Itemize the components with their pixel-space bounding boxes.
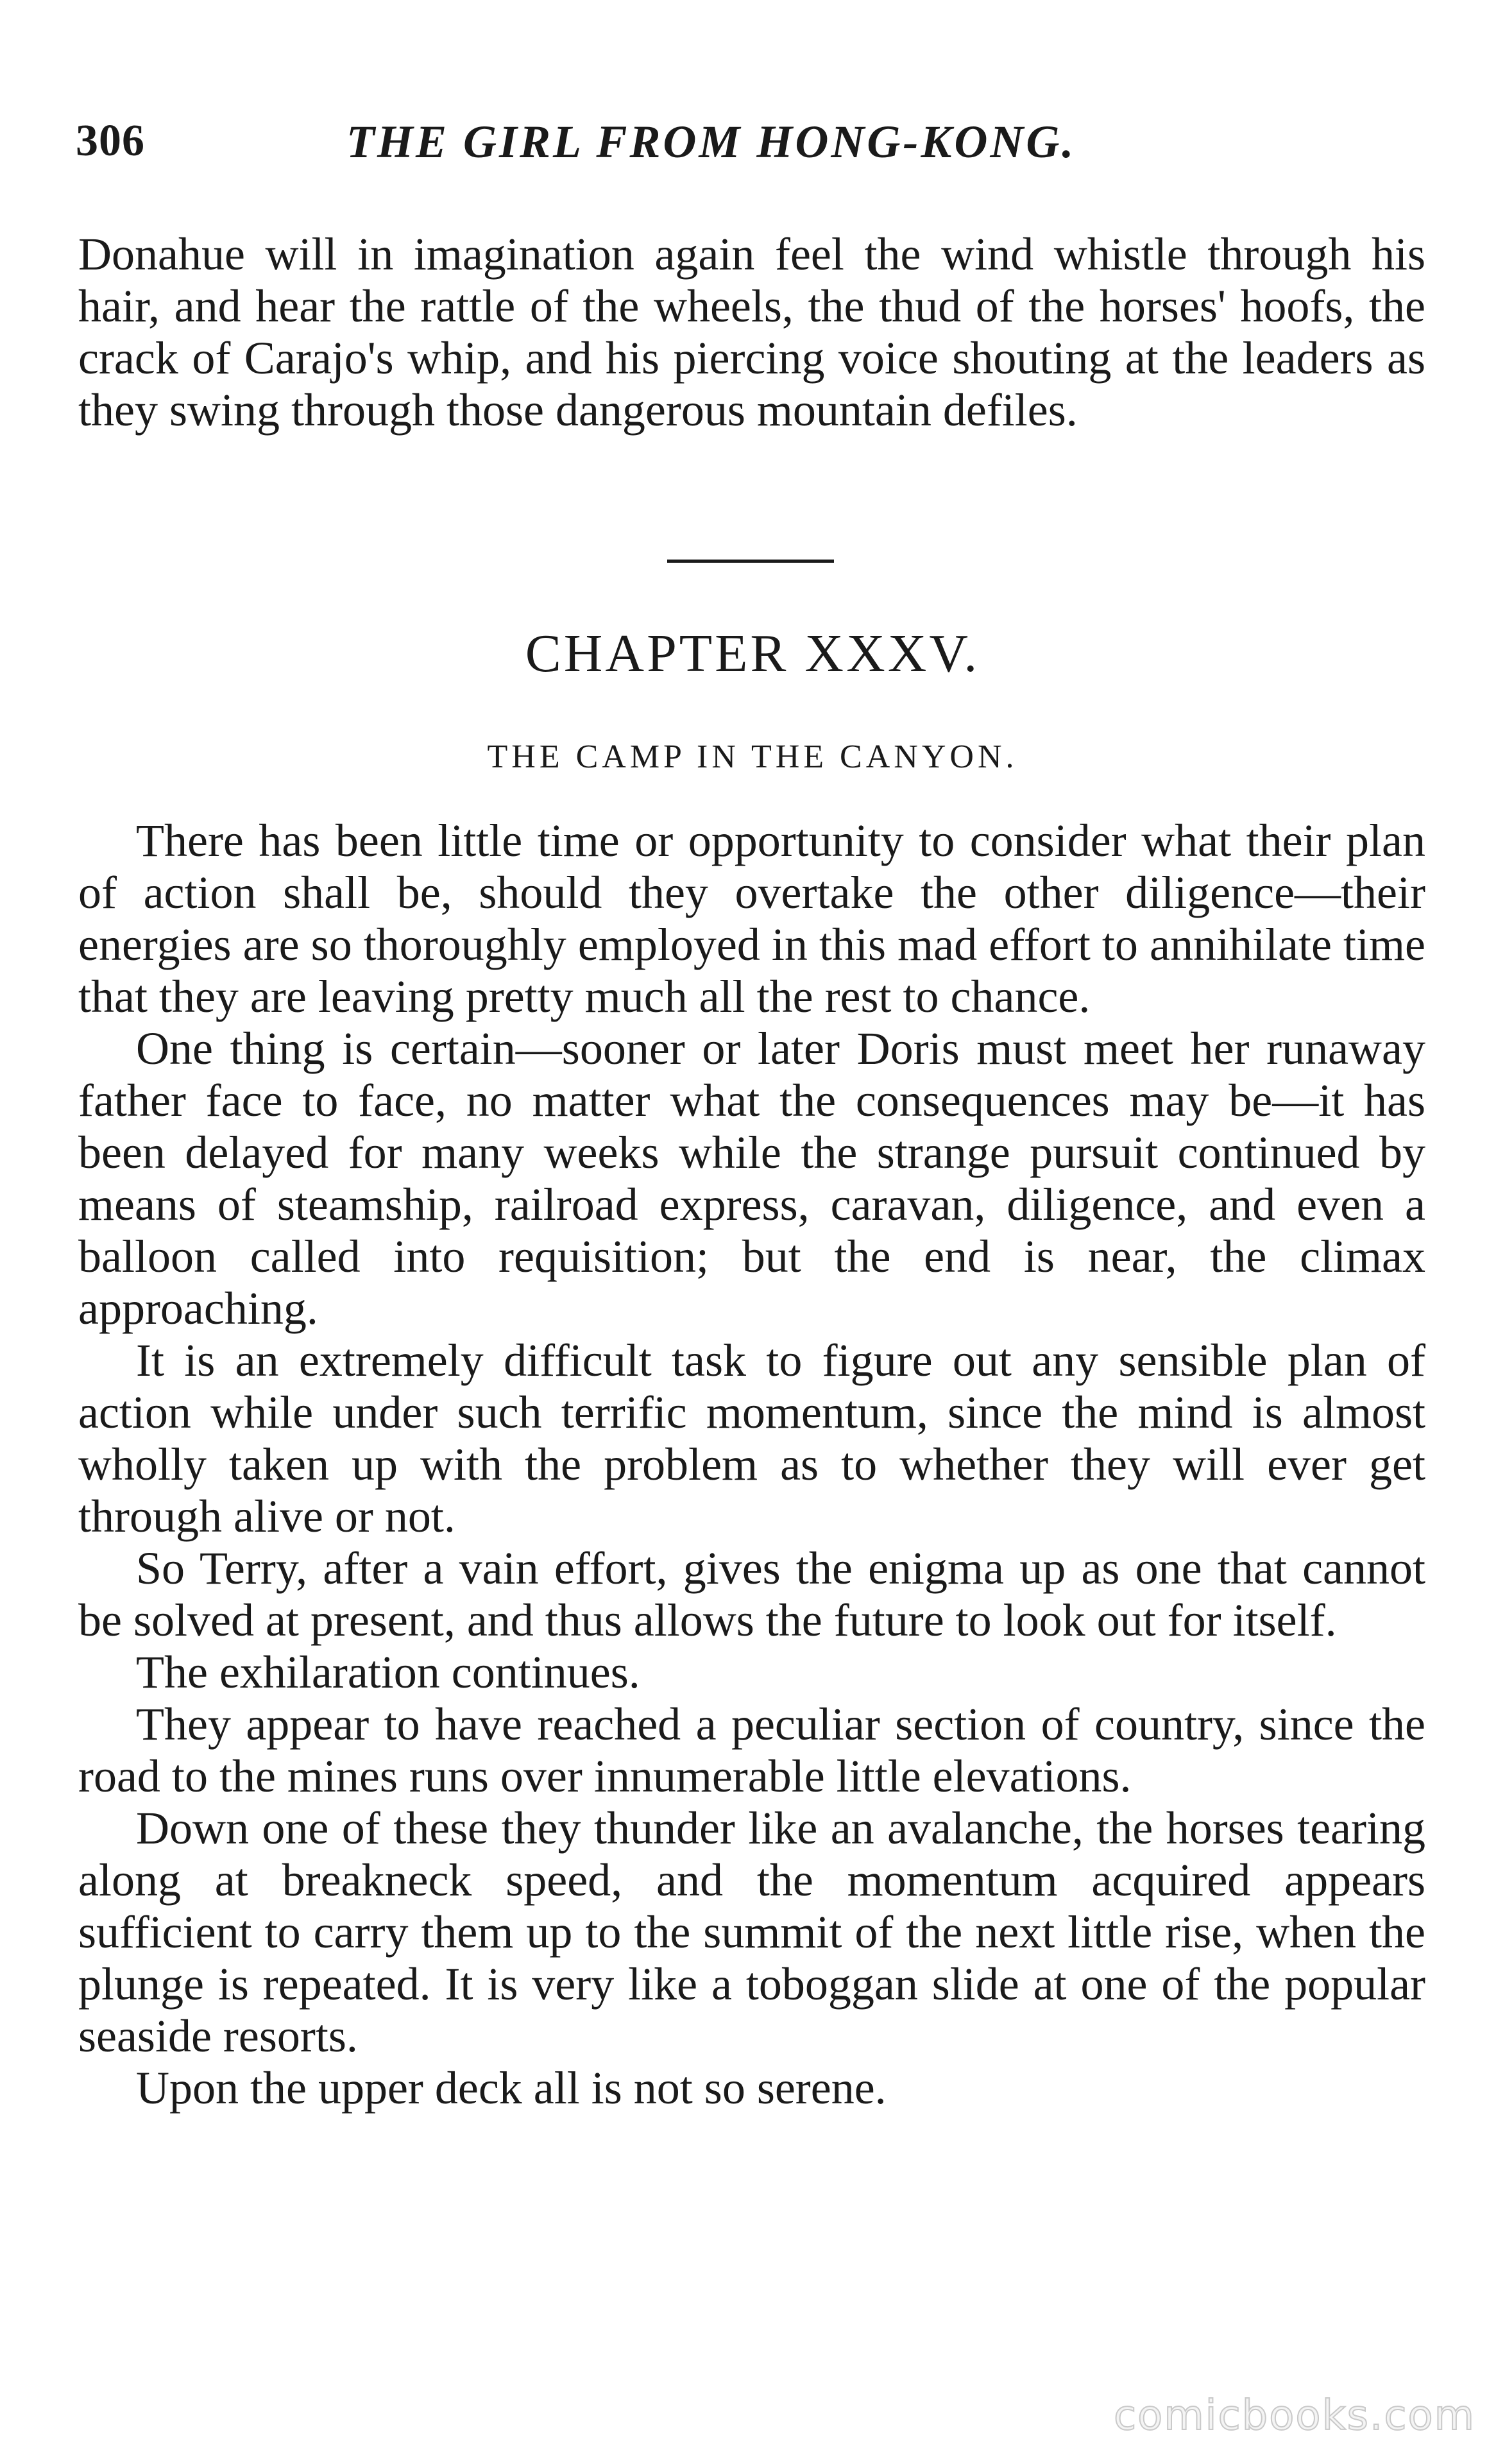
paragraph: They appear to have reached a peculiar section of country, since the road to the mines runs over innumerable little elevations. xyxy=(78,1698,1425,1802)
chapter-body xyxy=(78,815,1425,2114)
chapter-title: CHAPTER XXXV. xyxy=(525,624,980,683)
continuation-block xyxy=(78,228,1425,436)
page-number: 306 xyxy=(76,116,145,166)
page-header xyxy=(0,116,1505,193)
running-title: THE GIRL FROM HONG-KONG. xyxy=(346,116,1076,167)
paragraph: One thing is certain—sooner or later Doris must meet her runaway father face to face, no matter what the consequences may be—it has been delayed for many weeks while the strange pursuit continued by means of steamship, railroad express, caravan, diligence, and even a balloon called into requisition; but the end is near, the climax approaching. xyxy=(78,1023,1425,1334)
chapter-subtitle: THE CAMP IN THE CANYON. xyxy=(487,739,1018,775)
section-divider xyxy=(667,560,834,563)
paragraph: It is an extremely difficult task to figure out any sensible plan of action while under such terrific momentum, since the mind is almost wholly taken up with the problem as to whether they will ever get through alive or not. xyxy=(78,1335,1425,1542)
watermark: comicbooks.com xyxy=(1113,2392,1475,2440)
paragraph: Upon the upper deck all is not so serene. xyxy=(136,2062,887,2114)
paragraph: There has been little time or opportunity to consider what their plan of action shall be, should they overtake the other diligence—their energies are so thoroughly employed in this mad effort to annihilate time that they are leaving pretty much all the rest to chance. xyxy=(78,815,1425,1022)
paragraph: Down one of these they thunder like an avalanche, the horses tearing along at breakneck speed, and the momentum acquired appears sufficient to carry them up to the summit of the next little rise, when the plunge is repeated. It is very like a toboggan slide at one of the popular seaside resorts. xyxy=(78,1802,1425,2062)
paragraph: So Terry, after a vain effort, gives the enigma up as one that cannot be solved at present, and thus allows the future to look out for itself. xyxy=(78,1543,1425,1646)
paragraph: The exhilaration continues. xyxy=(136,1647,640,1698)
continuation-paragraph: Donahue will in imagination again feel the wind whistle through his hair, and hear the rattle of the wheels, the thud of the horses' hoofs, the crack of Carajo's whip, and his piercing voice shouting at the leaders as they swing through those dangerous mountain defiles. xyxy=(78,228,1425,436)
